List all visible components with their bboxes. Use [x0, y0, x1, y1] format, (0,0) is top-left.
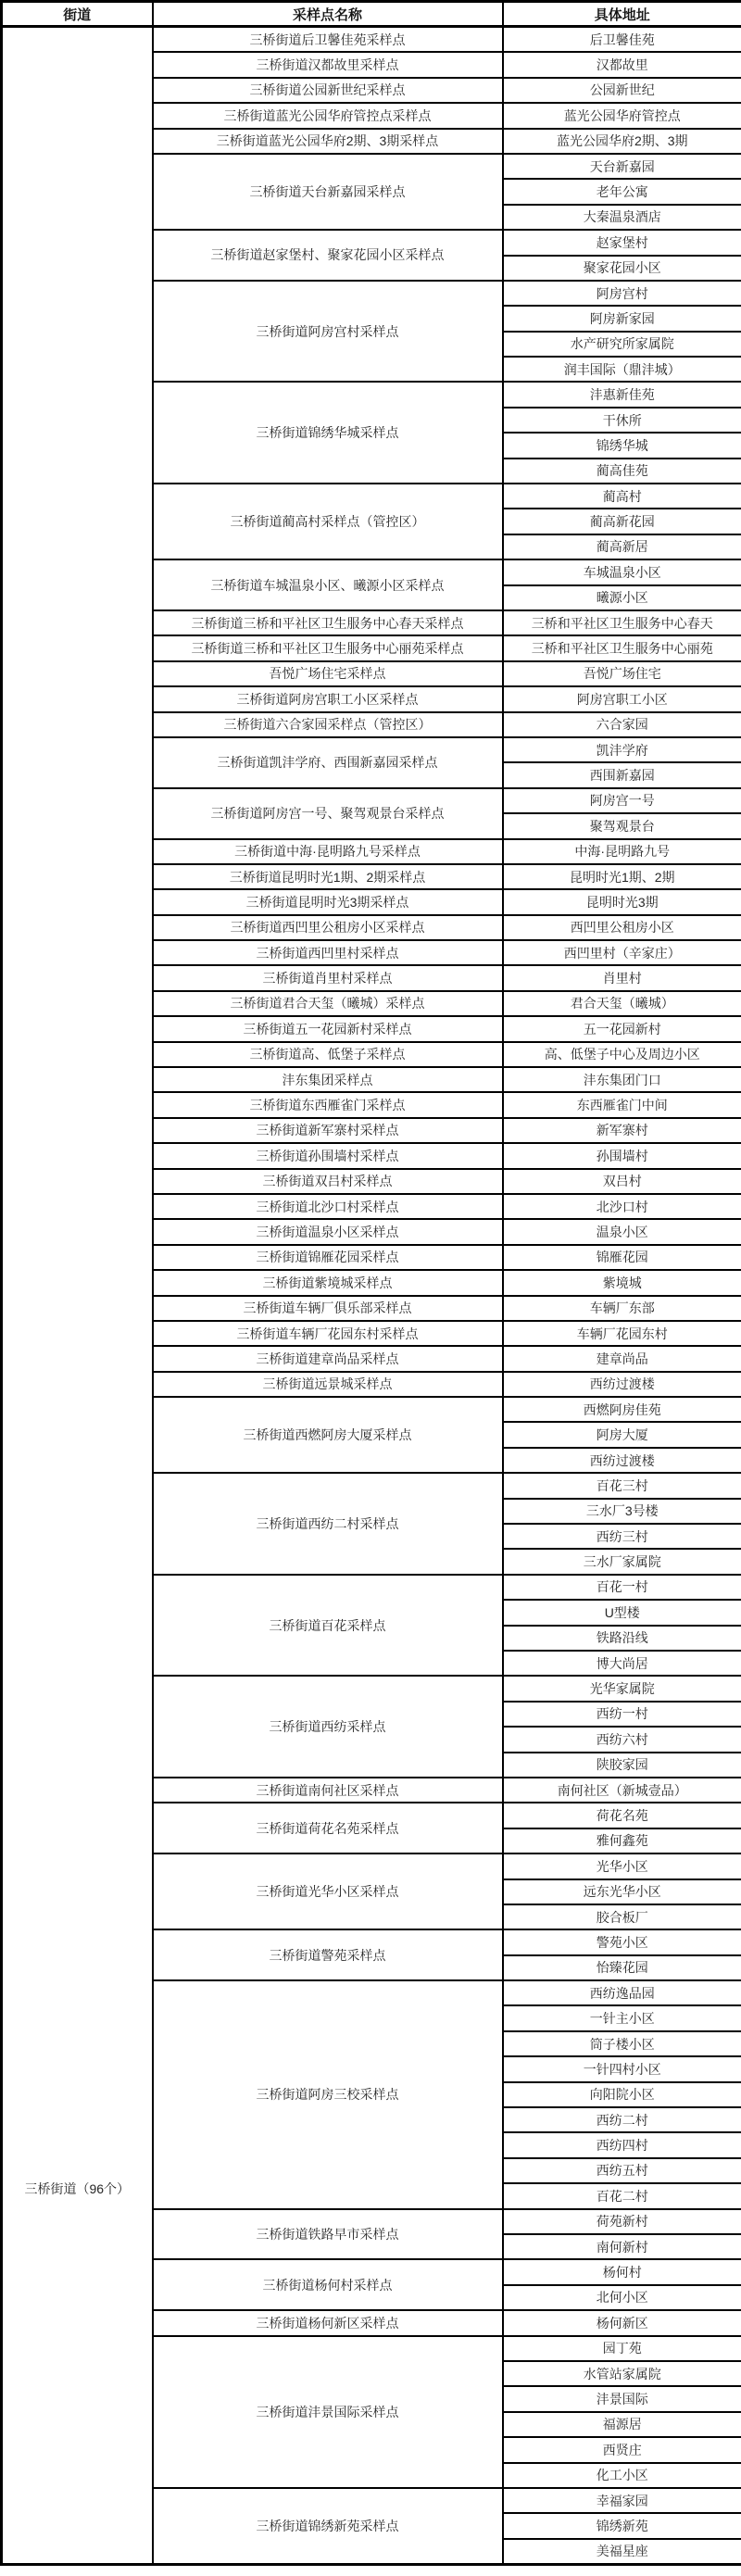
address-cell: 博大尚居	[503, 1651, 741, 1676]
address-cell: 车城温泉小区	[503, 559, 741, 584]
address-cell: 西纺五村	[503, 2158, 741, 2183]
address-cell: 车辆厂东部	[503, 1296, 741, 1321]
address-cell: 幸福家园	[503, 2488, 741, 2513]
address-cell: 公园新世纪	[503, 78, 741, 103]
address-cell: 北沙口村	[503, 1194, 741, 1219]
sampling-point-name-cell: 三桥街道杨何村采样点	[153, 2259, 503, 2310]
sampling-point-name-cell: 三桥街道阿房宫职工小区采样点	[153, 686, 503, 711]
sampling-point-name-cell: 三桥街道蓝光公园华府管控点采样点	[153, 103, 503, 128]
sampling-point-name-cell: 三桥街道凯沣学府、西围新嘉园采样点	[153, 737, 503, 788]
address-cell: 水产研究所家属院	[503, 332, 741, 357]
sampling-point-name-cell: 三桥街道南何社区采样点	[153, 1778, 503, 1803]
address-cell: 西贤庄	[503, 2437, 741, 2462]
address-cell: 胶合板厂	[503, 1904, 741, 1929]
sampling-point-name-cell: 三桥街道锦绣新苑采样点	[153, 2488, 503, 2565]
address-cell: 百花一村	[503, 1575, 741, 1600]
sampling-point-name-cell: 三桥街道远景城采样点	[153, 1372, 503, 1397]
address-cell: 美福星座	[503, 2539, 741, 2565]
sampling-point-name-cell: 三桥街道西纺采样点	[153, 1676, 503, 1778]
sampling-point-name-cell: 三桥街道沣景国际采样点	[153, 2336, 503, 2488]
address-cell: 锦绣新苑	[503, 2513, 741, 2538]
sampling-point-name-cell: 三桥街道中海·昆明路九号采样点	[153, 839, 503, 864]
sampling-point-name-cell: 三桥街道赵家堡村、聚家花园小区采样点	[153, 230, 503, 281]
sampling-point-name-cell: 三桥街道锦雁花园采样点	[153, 1245, 503, 1270]
sampling-point-name-cell: 三桥街道西燃阿房大厦采样点	[153, 1397, 503, 1473]
address-cell: 昆明时光3期	[503, 889, 741, 914]
address-cell: 紫境城	[503, 1270, 741, 1295]
header-row	[2, 2, 741, 27]
sampling-point-name-cell: 三桥街道锦绣华城采样点	[153, 382, 503, 484]
address-cell: 福源居	[503, 2412, 741, 2437]
sampling-point-name-cell: 三桥街道车辆厂俱乐部采样点	[153, 1296, 503, 1321]
address-cell: 园丁苑	[503, 2336, 741, 2361]
address-cell: 百花二村	[503, 2183, 741, 2208]
sampling-point-name-cell: 三桥街道天台新嘉园采样点	[153, 154, 503, 230]
sampling-point-name-cell: 三桥街道温泉小区采样点	[153, 1219, 503, 1244]
sampling-point-name-cell: 三桥街道阿房三校采样点	[153, 1980, 503, 2209]
sampling-point-name-cell: 三桥街道百花采样点	[153, 1575, 503, 1677]
address-cell: 天台新嘉园	[503, 154, 741, 179]
sampling-point-name-cell: 三桥街道六合家园采样点（管控区）	[153, 712, 503, 737]
address-cell: 吾悦广场住宅	[503, 661, 741, 686]
address-cell: 肖里村	[503, 965, 741, 990]
address-cell: 西纺逸品园	[503, 1980, 741, 2005]
address-cell: 西纺过渡楼	[503, 1372, 741, 1397]
address-cell: 西纺四村	[503, 2132, 741, 2157]
sampling-point-name-cell: 三桥街道警苑采样点	[153, 1929, 503, 1980]
address-cell: 君合天玺（曦城）	[503, 991, 741, 1016]
table-row	[2, 27, 741, 53]
address-cell: 三桥和平社区卫生服务中心春天	[503, 610, 741, 635]
sampling-point-name-cell: 三桥街道君合天玺（曦城）采样点	[153, 991, 503, 1016]
address-cell: 汉都故里	[503, 52, 741, 77]
address-cell: 化工小区	[503, 2463, 741, 2488]
address-cell: 沣景国际	[503, 2386, 741, 2411]
address-cell: 阿房宫一号	[503, 788, 741, 813]
sampling-point-name-cell: 三桥街道东西雁雀门采样点	[153, 1092, 503, 1117]
address-cell: 凯沣学府	[503, 737, 741, 762]
address-cell: 车辆厂花园东村	[503, 1321, 741, 1346]
sampling-point-name-cell: 三桥街道车辆厂花园东村采样点	[153, 1321, 503, 1346]
address-cell: 老年公寓	[503, 179, 741, 204]
sampling-point-name-cell: 三桥街道阿房宫村采样点	[153, 281, 503, 383]
sampling-point-name-cell: 三桥街道西纺二村采样点	[153, 1473, 503, 1575]
address-cell: 大秦温泉酒店	[503, 205, 741, 230]
sampling-point-name-cell: 三桥街道公园新世纪采样点	[153, 78, 503, 103]
address-cell: 蔺高新居	[503, 534, 741, 559]
sampling-point-name-cell: 三桥街道五一花园新村采样点	[153, 1016, 503, 1041]
address-cell: 蓝光公园华府2期、3期	[503, 129, 741, 154]
address-cell: 西纺一村	[503, 1702, 741, 1727]
address-cell: 三桥和平社区卫生服务中心丽苑	[503, 635, 741, 660]
address-cell: 新军寨村	[503, 1118, 741, 1143]
address-cell: 三水厂家属院	[503, 1549, 741, 1574]
address-cell: 中海·昆明路九号	[503, 839, 741, 864]
address-cell: 曦源小区	[503, 585, 741, 610]
address-cell: 五一花园新村	[503, 1016, 741, 1041]
address-cell: 陕胶家园	[503, 1753, 741, 1778]
sampling-point-name-cell: 三桥街道高、低堡子采样点	[153, 1042, 503, 1067]
sampling-point-name-cell: 三桥街道荷花名苑采样点	[153, 1803, 503, 1853]
address-cell: 蔺高新花园	[503, 509, 741, 534]
address-cell: 向阳院小区	[503, 2082, 741, 2107]
sampling-point-name-cell: 三桥街道蔺高村采样点（管控区）	[153, 484, 503, 559]
address-cell: 六合家园	[503, 712, 741, 737]
sampling-point-name-cell: 三桥街道北沙口村采样点	[153, 1194, 503, 1219]
address-cell: 干休所	[503, 408, 741, 433]
sampling-point-name-cell: 三桥街道肖里村采样点	[153, 965, 503, 990]
address-cell: 光华家属院	[503, 1676, 741, 1701]
address-cell: 西燃阿房佳苑	[503, 1397, 741, 1422]
header-sampling-point-name: 采样点名称	[153, 2, 503, 27]
sampling-point-name-cell: 三桥街道紫境城采样点	[153, 1270, 503, 1295]
address-cell: 西围新嘉园	[503, 762, 741, 787]
address-cell: 聚家花园小区	[503, 256, 741, 281]
sampling-point-name-cell: 三桥街道建章尚品采样点	[153, 1346, 503, 1371]
sampling-point-name-cell: 三桥街道车城温泉小区、曦源小区采样点	[153, 559, 503, 610]
sampling-point-name-cell: 三桥街道铁路早市采样点	[153, 2209, 503, 2260]
address-cell: 水管站家属院	[503, 2361, 741, 2386]
address-cell: 赵家堡村	[503, 230, 741, 255]
address-cell: 铁路沿线	[503, 1626, 741, 1651]
address-cell: 建章尚品	[503, 1346, 741, 1371]
address-cell: 阿房大厦	[503, 1422, 741, 1447]
address-cell: 双吕村	[503, 1169, 741, 1194]
address-cell: 聚驾观景台	[503, 813, 741, 838]
address-cell: 雅何鑫苑	[503, 1828, 741, 1853]
address-cell: 西纺六村	[503, 1727, 741, 1752]
sampling-point-name-cell: 三桥街道新军寨村采样点	[153, 1118, 503, 1143]
header-street: 街道	[2, 2, 153, 27]
address-cell: 沣惠新佳苑	[503, 382, 741, 407]
sampling-table-body	[2, 27, 741, 2565]
address-cell: 光华小区	[503, 1853, 741, 1879]
address-cell: 蔺高佳苑	[503, 459, 741, 484]
sampling-point-name-cell: 三桥街道西凹里公租房小区采样点	[153, 915, 503, 940]
address-cell: 润丰国际（鼎沣城）	[503, 357, 741, 382]
address-cell: 西凹里公租房小区	[503, 915, 741, 940]
address-cell: 警苑小区	[503, 1929, 741, 1954]
address-cell: 锦雁花园	[503, 1245, 741, 1270]
street-label: 三桥街道（96个）	[24, 2181, 131, 2196]
sampling-point-name-cell: 沣东集团采样点	[153, 1067, 503, 1092]
address-cell: 西凹里村（辛家庄）	[503, 940, 741, 965]
address-cell: 阿房新家园	[503, 306, 741, 331]
address-cell: 蔺高村	[503, 484, 741, 509]
address-cell: 温泉小区	[503, 1219, 741, 1244]
sampling-point-name-cell: 三桥街道后卫馨佳苑采样点	[153, 27, 503, 53]
address-cell: 杨何新区	[503, 2310, 741, 2335]
address-cell: 三水厂3号楼	[503, 1499, 741, 1524]
address-cell: U型楼	[503, 1600, 741, 1625]
sampling-point-name-cell: 三桥街道蓝光公园华府2期、3期采样点	[153, 129, 503, 154]
sampling-point-name-cell: 三桥街道光华小区采样点	[153, 1853, 503, 1929]
address-cell: 荷花名苑	[503, 1803, 741, 1828]
sampling-point-name-cell: 三桥街道昆明时光3期采样点	[153, 889, 503, 914]
sampling-point-name-cell: 三桥街道双吕村采样点	[153, 1169, 503, 1194]
address-cell: 南何社区（新城壹品）	[503, 1778, 741, 1803]
address-cell: 杨何村	[503, 2259, 741, 2284]
address-cell: 怡臻花园	[503, 1955, 741, 1980]
address-cell: 东西雁雀门中间	[503, 1092, 741, 1117]
street-cell	[2, 27, 153, 2565]
address-cell: 孙围墙村	[503, 1143, 741, 1168]
address-cell: 远东光华小区	[503, 1879, 741, 1904]
sampling-point-name-cell: 三桥街道三桥和平社区卫生服务中心丽苑采样点	[153, 635, 503, 660]
address-cell: 筒子楼小区	[503, 2031, 741, 2056]
address-cell: 阿房宫村	[503, 281, 741, 306]
address-cell: 沣东集团门口	[503, 1067, 741, 1092]
sampling-point-name-cell: 三桥街道阿房宫一号、聚驾观景台采样点	[153, 788, 503, 839]
address-cell: 西纺二村	[503, 2107, 741, 2132]
address-cell: 百花三村	[503, 1473, 741, 1498]
address-cell: 一针四村小区	[503, 2056, 741, 2081]
address-cell: 昆明时光1期、2期	[503, 864, 741, 889]
address-cell: 北何小区	[503, 2285, 741, 2310]
address-cell: 阿房宫职工小区	[503, 686, 741, 711]
address-cell: 南何新村	[503, 2234, 741, 2259]
sampling-point-name-cell: 三桥街道汉都故里采样点	[153, 52, 503, 77]
address-cell: 锦绣华城	[503, 433, 741, 458]
address-cell: 荷苑新村	[503, 2209, 741, 2234]
address-cell: 西纺过渡楼	[503, 1448, 741, 1473]
sampling-point-name-cell: 三桥街道西凹里村采样点	[153, 940, 503, 965]
address-cell: 高、低堡子中心及周边小区	[503, 1042, 741, 1067]
sampling-point-name-cell: 三桥街道杨何新区采样点	[153, 2310, 503, 2335]
header-address: 具体地址	[503, 2, 741, 27]
address-cell: 后卫馨佳苑	[503, 27, 741, 53]
address-cell: 蓝光公园华府管控点	[503, 103, 741, 128]
sampling-point-name-cell: 三桥街道昆明时光1期、2期采样点	[153, 864, 503, 889]
address-cell: 一针主小区	[503, 2005, 741, 2030]
address-cell: 西纺三村	[503, 1524, 741, 1549]
sampling-point-name-cell: 三桥街道孙围墙村采样点	[153, 1143, 503, 1168]
sampling-point-name-cell: 三桥街道三桥和平社区卫生服务中心春天采样点	[153, 610, 503, 635]
sampling-point-name-cell: 吾悦广场住宅采样点	[153, 661, 503, 686]
